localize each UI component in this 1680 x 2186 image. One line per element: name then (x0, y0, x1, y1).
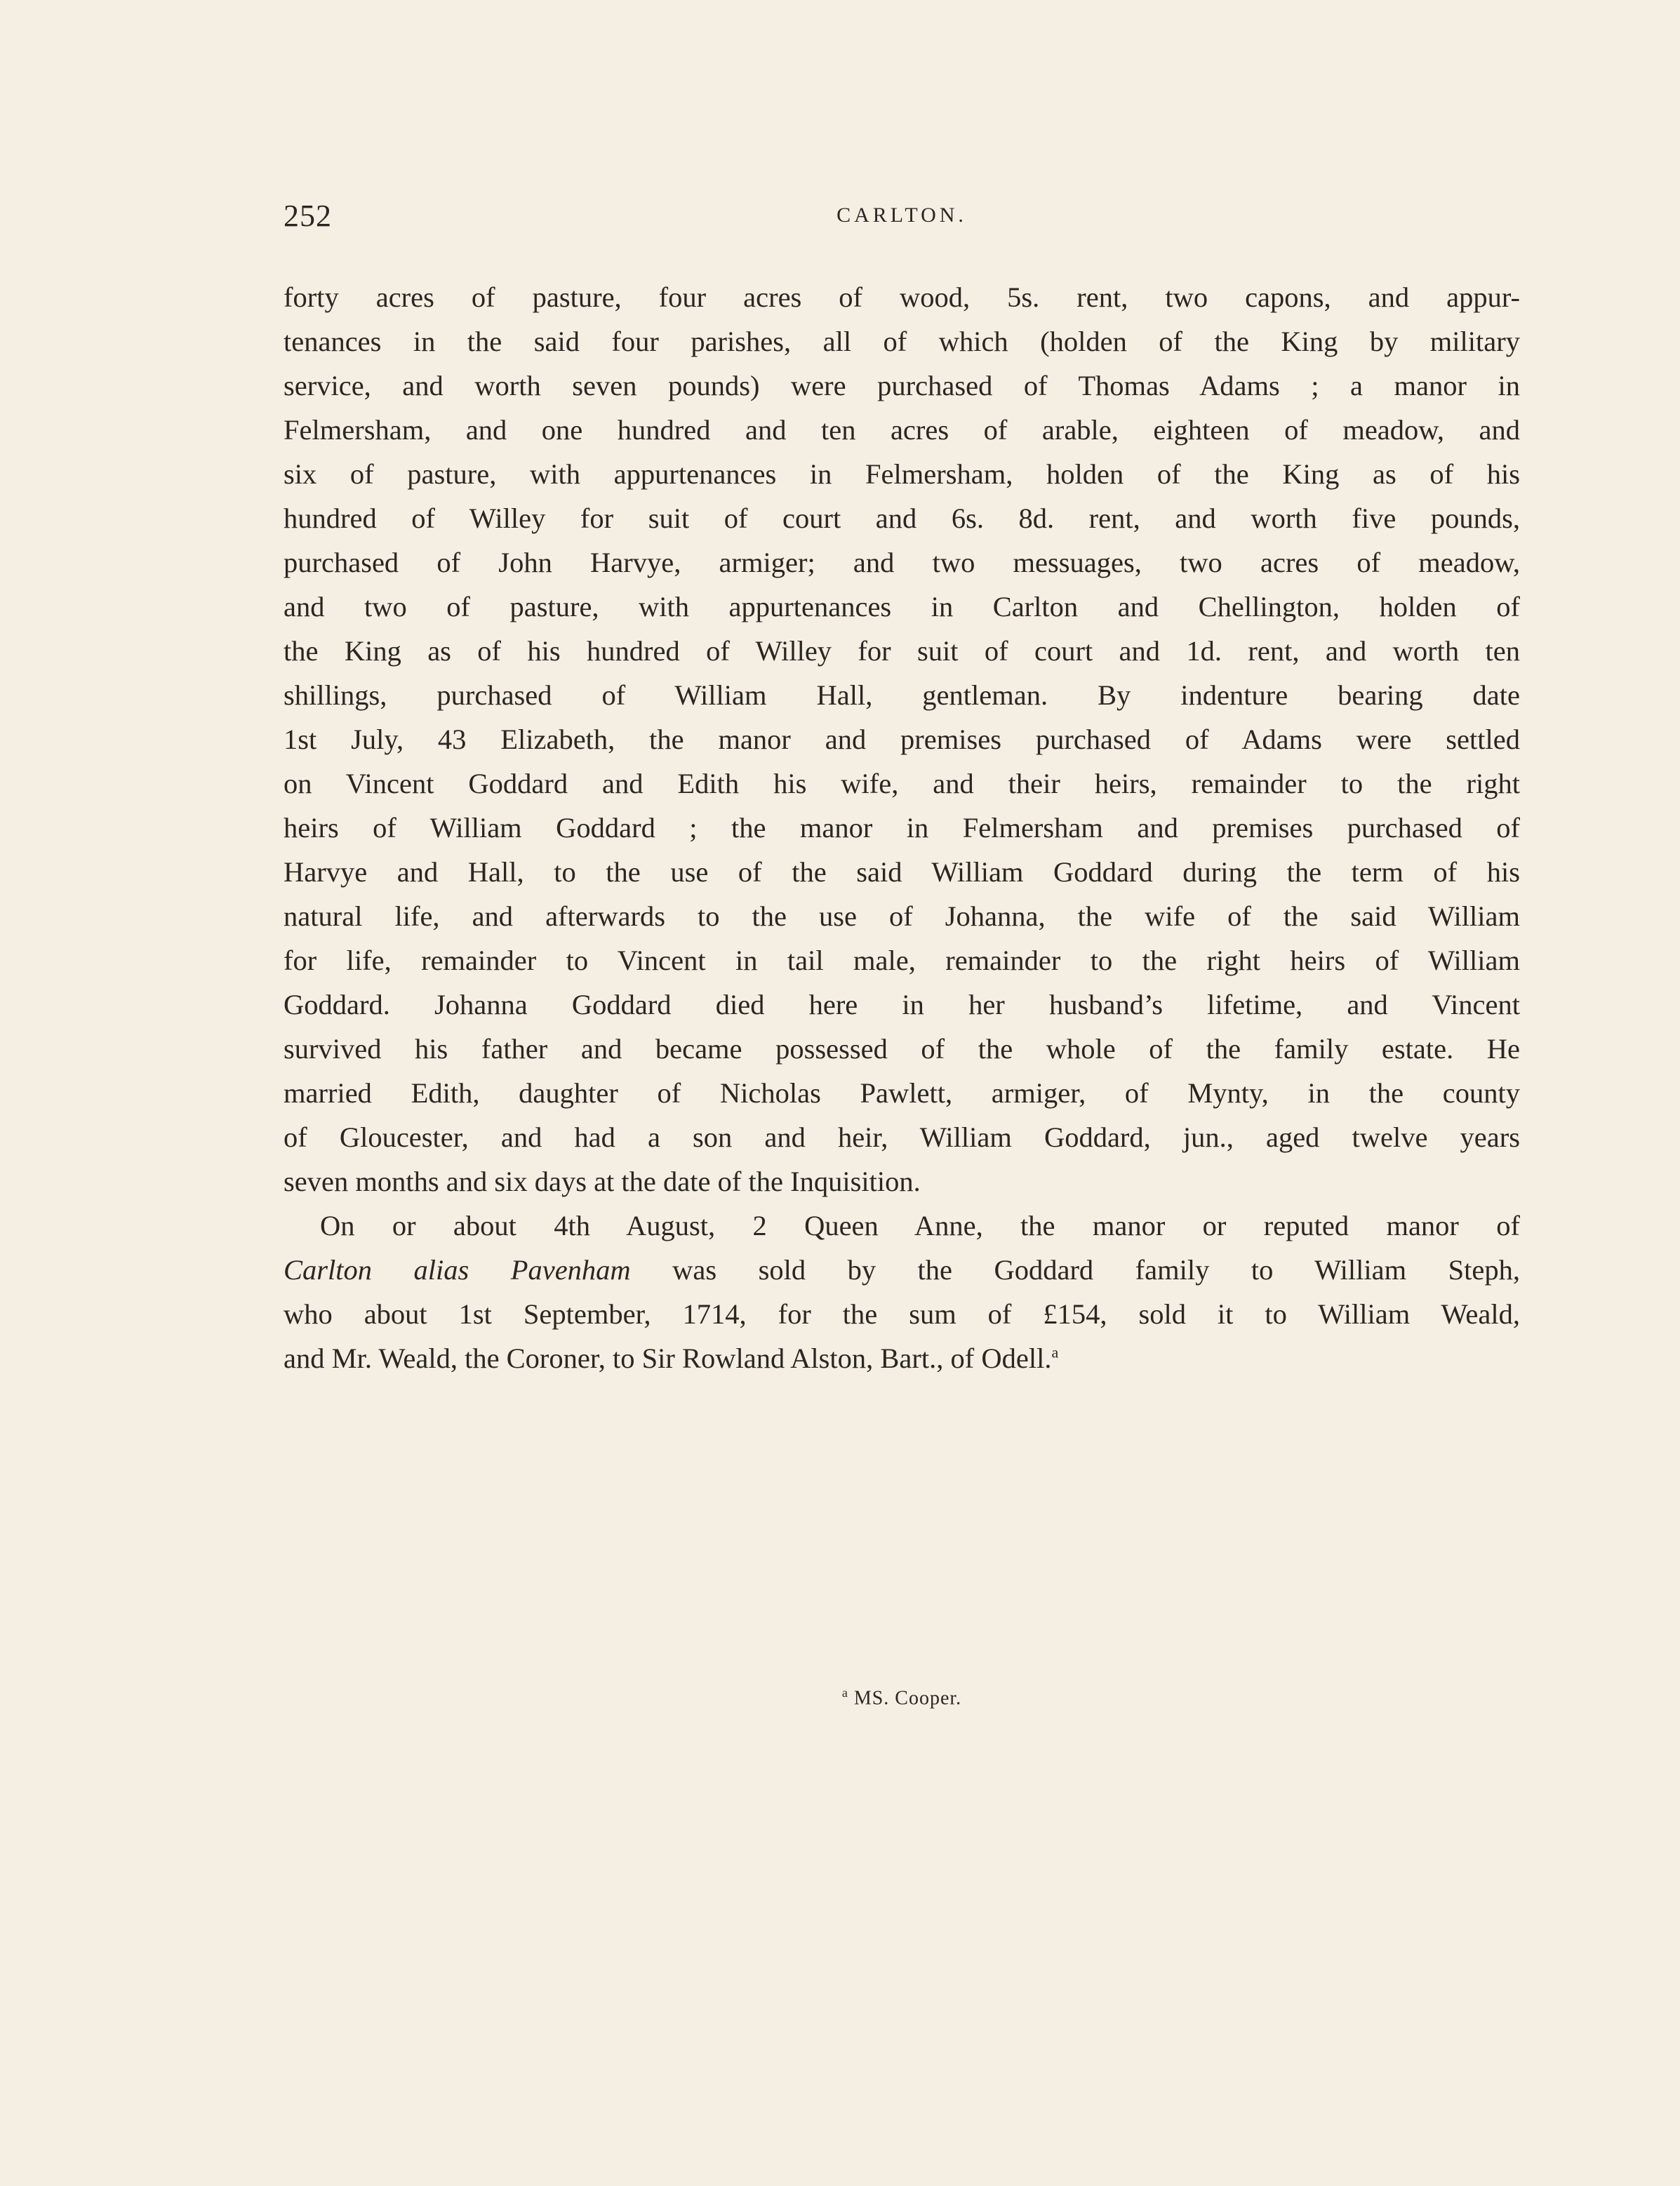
text-line (284, 1336, 1520, 1380)
text-line: survived his father and became possessed of the whole of the family estate. He (284, 1033, 1520, 1065)
text-line: shillings, purchased of William Hall, gentleman. By indenture bearing date (284, 679, 1520, 711)
footnote-reference[interactable]: a (1051, 1343, 1059, 1361)
text-line: Harvye and Hall, to the use of the said William Goddard during the term of his (284, 856, 1520, 888)
text-line: service, and worth seven pounds) were purchased of Thomas Adams ; a manor in (284, 370, 1520, 401)
footnote (284, 1686, 1520, 1710)
text-line: and two of pasture, with appurtenances in Carlton and Chellington, holden of (284, 591, 1520, 622)
body-text (284, 275, 1520, 1710)
text-line: heirs of William Goddard ; the manor in Felmersham and premises purchased of (284, 812, 1520, 844)
text-line: hundred of Willey for suit of court and 6s. 8d. rent, and worth five pounds, (284, 502, 1520, 534)
text-line: natural life, and afterwards to the use of Johanna, the wife of the said William (284, 900, 1520, 932)
text-line: Goddard. Johanna Goddard died here in her husband’s lifetime, and Vincent (284, 989, 1520, 1020)
text-line: for life, remainder to Vincent in tail male, remainder to the right heirs of William (284, 945, 1520, 976)
paragraph-1 (284, 275, 1520, 1204)
text-line: purchased of John Harvye, armiger; and two messuages, two acres of meadow, (284, 547, 1520, 578)
text-line: the King as of his hundred of Willey for suit of court and 1d. rent, and worth ten (284, 635, 1520, 667)
text-line: Felmersham, and one hundred and ten acres of arable, eighteen of meadow, and (284, 414, 1520, 446)
paragraph-2 (284, 1204, 1520, 1380)
text-line: six of pasture, with appurtenances in Felmersham, holden of the King as of his (284, 458, 1520, 490)
text-line: On or about 4th August, 2 Queen Anne, the manor or reputed manor of (320, 1210, 1520, 1241)
text-line (284, 1248, 1520, 1292)
italic-place-name: Carlton alias Pavenham (284, 1254, 631, 1286)
text-line: on Vincent Goddard and Edith his wife, and their heirs, remainder to the right (284, 768, 1520, 799)
text-span: and Mr. Weald, the Coroner, to Sir Rowland Alston, Bart., of Odell. (284, 1342, 1052, 1374)
text-line: tenances in the said four parishes, all of which (holden of the King by military (284, 326, 1520, 357)
text-line: forty acres of pasture, four acres of wood, 5s. rent, two capons, and appur- (284, 281, 1520, 313)
text-line: married Edith, daughter of Nicholas Pawlett, armiger, of Mynty, in the county (284, 1077, 1520, 1109)
text-span: was sold by the Goddard family to William Steph, (630, 1254, 1520, 1286)
text-line: of Gloucester, and had a son and heir, William Goddard, jun., aged twelve years (284, 1121, 1520, 1153)
text-line: who about 1st September, 1714, for the sum of £154, sold it to William Weald, (284, 1298, 1520, 1330)
footnote-text: MS. Cooper. (848, 1687, 962, 1710)
running-title: CARLTON. (836, 204, 967, 227)
text-line: seven months and six days at the date of the Inquisition. (284, 1166, 921, 1197)
text-line: 1st July, 43 Elizabeth, the manor and premises purchased of Adams were settled (284, 724, 1520, 755)
page-number: 252 (284, 199, 332, 233)
footnote-marker: a (841, 1686, 848, 1700)
page-header (284, 198, 1520, 240)
